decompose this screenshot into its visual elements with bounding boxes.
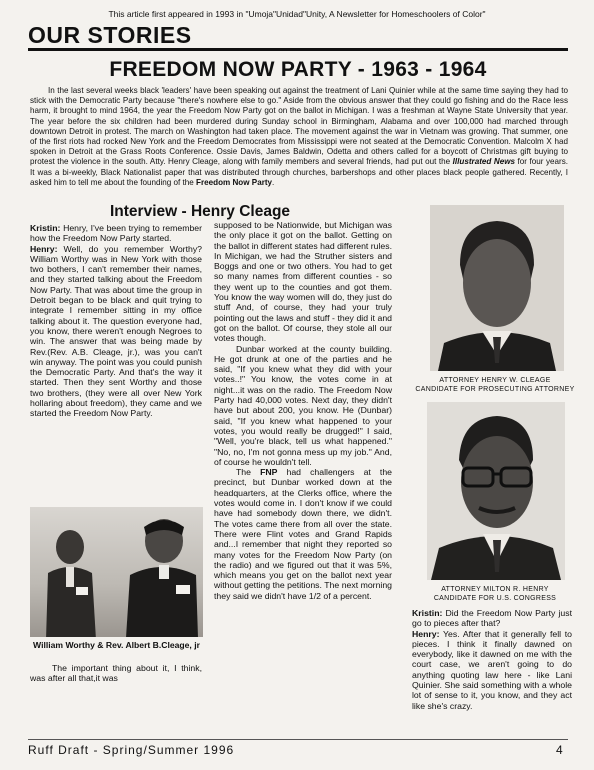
henry-cleage-portrait	[430, 205, 564, 371]
milton-henry-caption	[405, 585, 585, 603]
speech: Henry, I've been trying to remember how the Freedom Now Party started.	[30, 223, 202, 244]
intro-publication: Illustrated News	[452, 157, 516, 167]
reprint-note: This article first appeared in 1993 in "Umoja"Unidad"Unity, A Newsletter for Homeschoolers of Color"	[108, 9, 486, 19]
intro-end: .	[272, 177, 275, 187]
henry-cleage-figure	[430, 205, 564, 371]
footer-publication: Ruff Draft - Spring/Summer 1996	[28, 743, 235, 757]
worthy-cleage-caption: William Worthy & Rev. Albert B.Cleage, jr	[33, 640, 200, 650]
speech: Well, do you remember Worthy? William Worthy was in New York with those two bothers, I can't remember their names, and they started talking about the Freedom Now Party. That was about time the group in Detroit began to be black and quit trying to integrate I remember sitting in my office talking about it. The question everyone had, you know, there weren't enough Negroes to win. The answer that was being made by Rev.(Rev. A.B. Cleage, jr.), was you can't win anyway. The point was you could punish the Democratic Party. And that's the way it started. Then they sent Worthy and those two brothers, (they were all over New York hollaring about freedom), they came and we started the Freedom Now Party.	[30, 243, 202, 419]
speaker: Kristin:	[30, 223, 61, 233]
intro-text: In the last several weeks black 'leaders' have been speaking out against the treatment of Lani Quinier while at the same time saying they had to stick with the Democratic Party because "there's nowhere else to go." Aside from the obvious answer that they could go fishing and do the Race less harm, it brought to mind 1964, the year the Freedom Now Party got on the ballot in Michigan. I was a freshman at Wayne State University that year. The year before the six children had been murdered during Sunday school in Birmingham, Alabama and over 100,000 had marched through downtown Detroit in protest. The march on Washington had taken place. The movement against the war in Vietnam was growing. That summer, one of the first riots had rocked New York and the Freedom Democrates from Mississippi were not seated at the Democratic Convention. Malcolm X had spoken in Detroit at the Grass Roots Conference. Ossie Davis, James Baldwin, Odetta and others called for a boycott of Christmas gift buying to protest the violence in the south. Atty. Henry Cleage, along with family members and several friends, had put out the	[30, 86, 568, 167]
worthy-figure	[40, 525, 100, 637]
fnp-abbrev: FNP	[260, 467, 278, 478]
speaker: Henry:	[30, 243, 58, 254]
speech-lead: The	[236, 467, 261, 478]
interview-title: Interview - Henry Cleage	[110, 203, 291, 220]
column-2	[214, 220, 392, 601]
column-3-paragraph	[412, 629, 572, 711]
footer-rule	[28, 739, 568, 740]
speaker: Kristin:	[412, 608, 443, 618]
milton-henry-portrait	[427, 402, 565, 580]
title-rule	[28, 48, 568, 51]
column-1-continued	[30, 663, 202, 684]
speaker: Henry:	[412, 628, 440, 639]
intro-text-middle: for four years. It was a bi-weekly, Black Nationalist paper that was distributed through churches, barbershops and other places black people gathered. Recently, I asked him to tell me about the founding of the	[30, 157, 568, 187]
page-number: 4	[556, 743, 563, 757]
speech: Yes. After that it generally fell to pieces. I think it finally dawned on everybody, like it dawned on me with the court case, we aren't going to do anything quoting law here - like Lani Quinier. She said something with a whole lot of sense to it, you know, and they act like she's crazy.	[412, 628, 572, 711]
worthy-cleage-photo	[30, 507, 203, 637]
column-1-paragraph	[30, 223, 202, 244]
caption-line: ATTORNEY MILTON R. HENRY	[441, 586, 549, 593]
article-intro	[30, 86, 568, 188]
cleage-figure	[122, 513, 200, 637]
column-1	[30, 223, 202, 419]
column-1-last-paragraph: The important thing about it, I think, was after all that,it was	[30, 663, 202, 684]
intro-party: Freedom Now Party	[196, 177, 273, 187]
column-2-paragraph	[214, 467, 392, 601]
speech: Dunbar worked at the county building. He got drunk at one of the parties and he said, "If you knew what they did with your votes..!" You know, the votes come in at night...it was on the radio. The Freedom Now Party had 40,000 votes. Next day, they didn't have but about 200, you know. He (Dunbar) said, "If you knew what happened to your votes, you would really be drugged!" I said, "Well, you're black, tell us what happened." "No, no, I'm not gonna mess up my job." And, of course he wouldn't tell.	[214, 343, 392, 467]
henry-cleage-caption	[405, 376, 585, 394]
speech: supposed to be Nationwide, but Michigan was the only place it got on the ballot. Getting on the ballot in different states had different rules. In Michigan, we had the Struther sisters and Boggs and one or two others. You had to get so many names from different counties - so they went up to the counties and got them. You know the way women will do, they just do stuff And, of course, they had your truly pointing out the laws and stuff - they did it and got on the ballot. Of course, they stole all our votes though.	[214, 220, 392, 344]
milton-henry-figure	[427, 402, 565, 580]
article-headline: FREEDOM NOW PARTY - 1963 - 1964	[109, 58, 487, 81]
caption-line: ATTORNEY HENRY W. CLEAGE	[439, 377, 551, 384]
column-3	[412, 608, 572, 711]
section-title: OUR STORIES	[28, 22, 192, 48]
speech: Did the Freedom Now Party just go to pieces after that?	[412, 608, 572, 629]
caption-line: CANDIDATE FOR PROSECUTING ATTORNEY	[415, 386, 575, 393]
caption-line: CANDIDATE FOR U.S. CONGRESS	[433, 595, 557, 602]
column-2-paragraph	[214, 220, 392, 344]
speech: had challengers at the precinct, but Dunbar worked down at the headquarters, at the Clerks office, where the votes would come in. I don't know if we could have had somebody down there, we didn't. The votes came there from all over the state. There were Flint votes and Grand Rapids and...I remember that night they reported so many votes for the Freedom Now Party (on the radio) and we figured out that it was 5%, which means you get on the ballot next year without getting the petitions. The next morning they said we didn't have 1/2 of a percent.	[214, 467, 393, 601]
column-3-paragraph	[412, 608, 572, 629]
column-2-paragraph	[214, 344, 392, 468]
column-1-paragraph	[30, 244, 202, 419]
